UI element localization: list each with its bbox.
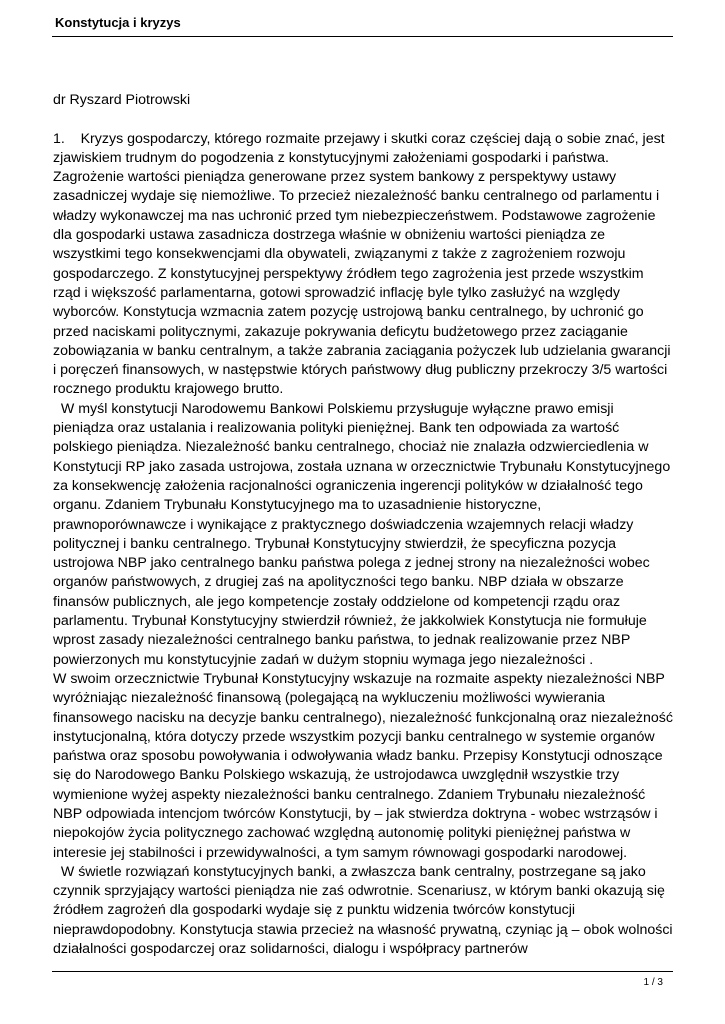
page-header — [52, 14, 673, 37]
spacer — [53, 110, 675, 129]
paragraph-4: W świetle rozwiązań konstytucyjnych banki, a zwłaszcza bank centralny, postrzegane są jako czynnik sprzyjający wartości pieniądza nie zaś odwrotnie. Scenariusz, w którym banki okazują się źródłem zagrożeń dla gospodarki wydaje się z punktu widzenia twórców konstytucji nieprawdopodobny. Konstytucja stawia przecież na własność prywatną, czyniąc ją – obok wolności działalności gospodarczej oraz solidarności, dialogu i współpracy partnerów — [53, 863, 673, 958]
document-body — [53, 91, 675, 959]
paragraph-3: W swoim orzecznictwie Trybunał Konstytucyjny wskazuje na rozmaite aspekty niezależności NBP wyróżniając niezależność finansową (polegającą na wykluczeniu możliwości wywierania finansowego nacisku na decyzje banku centralnego), niezależność funkcjonalną oraz niezależność instytucjonalną, która dotyczy przede wszystkim pozycji banku centralnego w systemie organów państwa oraz sposobu powoływania i odwoływania władz banku. Przepisy Konstytucji odnoszące się do Narodowego Banku Polskiego wskazują, że ustrojodawca uwzględnił wszystkie trzy wymienione wyżej aspekty niezależności banku centralnego. Zdaniem Trybunału niezależność NBP odpowiada intencjom twórców Konstytucji, by – jak stwierdza doktryna - wobec wstrząsów i niepokojów życia politycznego zachować względną autonomię polityki pieniężnej państwa w interesie jej stabilności i przewidywalności, a tym samym równowagi gospodarki narodowej. — [53, 670, 673, 861]
document-title: Konstytucja i kryzys — [55, 15, 181, 30]
paragraph-2: W myśl konstytucji Narodowemu Bankowi Polskiemu przysługuje wyłączne prawo emisji pieniądza oraz ustalania i realizowania polityki pieniężnej. Bank ten odpowiada za wartość polskiego pieniądza. Niezależność banku centralnego, chociaż nie znalazła odzwierciedlenia w Konstytucji RP jako zasada ustrojowa, została uznana w orzecznictwie Trybunału Konstytucyjnego za konsekwencję założenia racjonalności ograniczenia ingerencji polityków w działalność tego organu. Zdaniem Trybunału Konstytucyjnego ma to uzasadnienie historyczne, prawnoporównawcze i wynikające z praktycznego doświadczenia wzajemnych relacji władzy politycznej i banku centralnego. Trybunał Konstytucyjny stwierdził, że specyficzna pozycja ustrojowa NBP jako centralnego banku państwa polega z jednej strony na niezależności wobec organów państwowych, z drugiej zaś na apolityczności tego banku. NBP działa w obszarze finansów publicznych, ale jego kompetencje zostały oddzielone od kompetencji rządu oraz parlamentu. Trybunał Konstytucyjny stwierdził również, że jakkolwiek Konstytucja nie formułuje wprost zasady niezależności centralnego banku państwa, to jednak realizowanie przez NBP powierzonych mu konstytucyjnie zadań w dużym stopniu wymaga jego niezależności . — [53, 400, 671, 668]
paragraph-1: 1. Kryzys gospodarczy, którego rozmaite przejawy i skutki coraz częściej dają o sobie znać, jest zjawiskiem trudnym do pogodzenia z konstytucyjnymi założeniami gospodarki i państwa. Zagrożenie wartości pieniądza generowane przez system bankowy z perspektywy ustawy zasadniczej wydaje się niemożliwe. To przecież niezależność banku centralnego od parlamentu i władzy wykonawczej ma nas uchronić przed tym niebezpieczeństwem. Podstawowe zagrożenie dla gospodarki ustawa zasadnicza dostrzega właśnie w obniżeniu wartości pieniądza ze wszystkimi tego konsekwencjami dla obywateli, związanymi z także z zagrożeniem rozwoju gospodarczego. Z konstytucyjnej perspektywy źródłem tego zagrożenia jest przede wszystkim rząd i większość parlamentarna, gotowi sprowadzić inflację byle tylko zasłużyć na względy wyborców. Konstytucja wzmacnia zatem pozycję ustrojową banku centralnego, by uchronić go przed naciskami politycznymi, zakazuje pokrywania deficytu budżetowego przez zaciąganie zobowiązania w banku centralnym, a także zabrania zaciągania pożyczek lub udzielania gwarancji i poręczeń finansowych, w następstwie których państwowy dług publiczny przekroczy 3/5 wartości rocznego produktu krajowego brutto. — [53, 130, 671, 398]
page-number: 1 / 3 — [643, 977, 663, 988]
page-footer — [52, 971, 673, 992]
author-name: dr Ryszard Piotrowski — [53, 92, 191, 108]
